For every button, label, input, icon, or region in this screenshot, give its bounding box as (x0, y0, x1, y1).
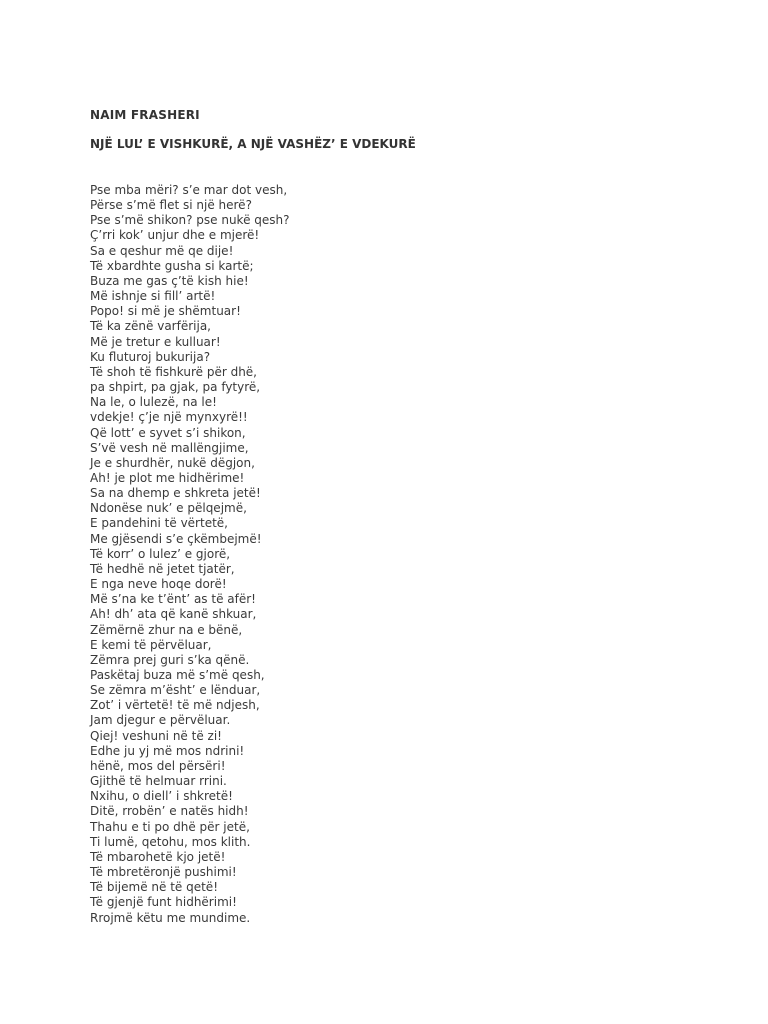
poem-line: Më ishnje si fill’ artë! (90, 289, 216, 304)
poem-line: Edhe ju yj më mos ndrini! (90, 743, 245, 758)
poem-line: E nga neve hoqe dorë! (90, 577, 227, 592)
author-name: NAIM FRASHERI (90, 108, 200, 122)
document-page (90, 107, 730, 926)
poem-line: Paskëtaj buza më s’më qesh, (90, 668, 265, 682)
poem-line: Sa na dhemp e shkreta jetë! (90, 486, 261, 501)
poem-line: Zëmërnë zhur na e bënë, (90, 622, 243, 637)
poem-line: Se zëmra m’ësht’ e lënduar, (90, 683, 261, 698)
poem-line: Ah! je plot me hidhërime! (90, 470, 245, 485)
poem-line: Që lott’ e syvet s’i shikon, (90, 425, 246, 440)
poem-line: Të korr’ o lulez’ e gjorë, (90, 546, 231, 561)
poem-line: Buza me gas ç’të kish hie! (90, 273, 249, 288)
poem-line: Të ka zënë varfërija, (90, 319, 211, 334)
poem-line: Ti lumë, qetohu, mos klith. (90, 834, 251, 849)
poem-line: Përse s’më flet si një herë? (90, 198, 252, 213)
poem-line: S’vë vesh në mallëngjime, (90, 440, 249, 455)
poem-line: Sa e qeshur më qe dije! (90, 243, 234, 258)
poem-line: Thahu e ti po dhë për jetë, (90, 819, 250, 834)
poem-line: Pse mba mëri? s’e mar dot vesh, (90, 183, 288, 197)
poem-line: Jam djegur e përvëluar. (90, 713, 231, 728)
poem-line: Gjithë të helmuar rrini. (90, 774, 227, 789)
poem-line: Zot’ i vërtetë! të më ndjesh, (90, 698, 260, 713)
poem-line: Të bijemë në të qetë! (90, 880, 218, 895)
poem-line: Ku fluturoj bukurija? (90, 349, 211, 364)
poem-line: Ç’rri kok’ unjur dhe e mjerë! (90, 228, 260, 243)
poem-line: Të gjenjë funt hidhërimi! (90, 895, 237, 910)
poem-title: NJË LUL’ E VISHKURË, A NJË VASHËZ’ E VDEKURË (90, 137, 416, 151)
poem-line: vdekje! ç’je një mynxyrë!! (90, 410, 248, 425)
poem-line: Na le, o lulezë, na le! (90, 395, 217, 410)
poem-line: Të xbardhte gusha si kartë; (90, 258, 254, 273)
poem-line: hënë, mos del përsëri! (90, 758, 226, 773)
poem-line: Ditë, rrobën’ e natës hidh! (90, 804, 249, 819)
poem-line: Të mbretëronjë pushimi! (90, 865, 237, 880)
poem-line: Me gjësendi s’e çkëmbejmë! (90, 531, 262, 546)
poem-line: pa shpirt, pa gjak, pa fytyrë, (90, 380, 261, 395)
poem-line: Të mbarohetë kjo jetë! (90, 849, 226, 864)
poem-line: Ndonëse nuk’ e pëlqejmë, (90, 501, 247, 516)
poem-line: E kemi të përvëluar, (90, 637, 212, 652)
poem-line: Të hedhë në jetet tjatër, (90, 561, 235, 576)
poem-line: Ah! dh’ ata që kanë shkuar, (90, 607, 257, 622)
poem-line: Më s’na ke t’ënt’ as të afër! (90, 592, 256, 607)
poem-line: Je e shurdhër, nukë dëgjon, (90, 455, 255, 470)
poem-line: Pse s’më shikon? pse nukë qesh? (90, 213, 290, 228)
poem-line: Nxihu, o diell’ i shkretë! (90, 789, 233, 804)
poem-line: Më je tretur e kulluar! (90, 334, 221, 349)
poem-body (90, 183, 730, 926)
poem-line: Rrojmë këtu me mundime. (90, 910, 251, 925)
poem-line: Zëmra prej guri s’ka qënë. (90, 652, 250, 667)
poem-line: Qiej! veshuni në të zi! (90, 728, 222, 743)
poem-line: E pandehini të vërtetë, (90, 516, 228, 531)
poem-line: Të shoh të fishkurë për dhë, (90, 364, 257, 379)
poem-line: Popo! si më je shëmtuar! (90, 304, 241, 319)
